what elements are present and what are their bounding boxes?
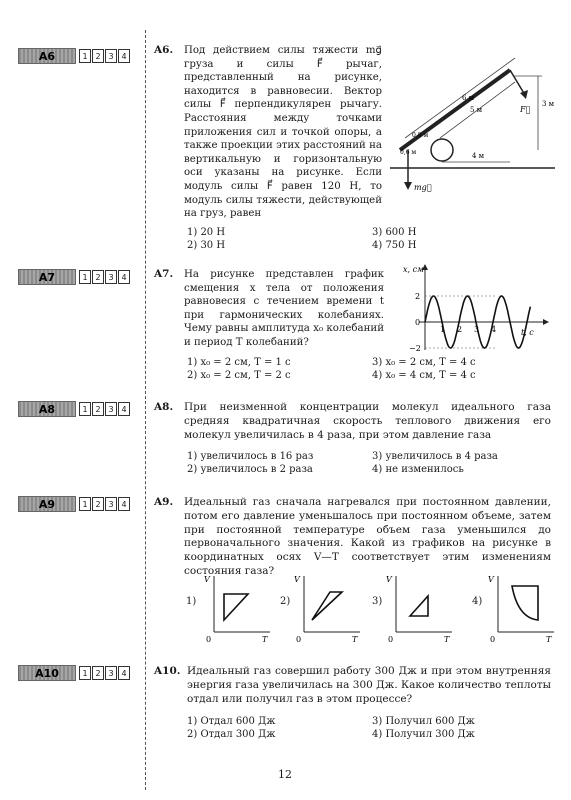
answer-option: 2) 30 Н bbox=[187, 240, 226, 251]
lever-figure bbox=[390, 40, 560, 200]
question-id: A7 bbox=[18, 269, 76, 285]
figure-label: 3 м bbox=[542, 100, 555, 108]
answer-box-1[interactable]: 1 bbox=[79, 666, 91, 680]
question-number-a8: A8. bbox=[154, 401, 174, 413]
process-path bbox=[410, 596, 428, 616]
origin-label: 0 bbox=[388, 635, 394, 644]
weight-label: mg⃗ bbox=[414, 183, 432, 192]
question-id: A10 bbox=[18, 665, 76, 681]
answer-box-1[interactable]: 1 bbox=[79, 49, 91, 63]
answer-boxes[interactable] bbox=[78, 402, 130, 416]
page-number: 12 bbox=[278, 768, 292, 781]
question-text-a10: Идеальный газ совершил работу 300 Дж и при этом внутренняя энергия газа увеличилась на 300 Дж. Какое количество теплоты отдал или получил газ в этом процессе? bbox=[187, 665, 551, 705]
origin-label: 0 bbox=[206, 635, 212, 644]
weight-arrow-head bbox=[404, 182, 412, 190]
answer-box-4[interactable]: 4 bbox=[118, 270, 130, 284]
answer-box-4[interactable]: 4 bbox=[118, 497, 130, 511]
answer-option: 3) увеличилось в 4 раза bbox=[372, 451, 498, 462]
question-text-a9: Идеальный газ сначала нагревался при постоянном давлении, потом его давление уменьшалось при постоянном объеме, затем при постоянной температуре объем газа уменьшился до первоначального значения. Какой из графиков на рисунке в координатных осях V—T соответствует этим изменениям состояния газа? bbox=[184, 496, 551, 577]
answer-option: 4) Получил 300 Дж bbox=[372, 729, 475, 740]
answer-box-4[interactable]: 4 bbox=[118, 666, 130, 680]
x-tick: 2 bbox=[457, 325, 463, 334]
x-tick: 1 bbox=[440, 325, 446, 334]
question-number-a7: A7. bbox=[154, 268, 174, 280]
answer-boxes[interactable] bbox=[78, 49, 130, 63]
answer-option: 4) не изменилось bbox=[372, 464, 464, 475]
answer-option: 2) Отдал 300 Дж bbox=[187, 729, 276, 740]
answer-box-3[interactable]: 3 bbox=[105, 666, 117, 680]
answer-option: 2) увеличилось в 2 раза bbox=[187, 464, 313, 475]
answer-box-1[interactable]: 1 bbox=[79, 270, 91, 284]
force-arrow bbox=[510, 70, 525, 95]
question-text-a7: На рисунке представлен график смещения x тела от положения равновесия с течением времени t при гармонических колебаниях. Чему равны амплитуда x₀ колебаний и период T колебаний? bbox=[184, 269, 384, 348]
figure-label: 6 м bbox=[462, 94, 475, 102]
vt-graph-3 bbox=[384, 572, 454, 644]
answer-box-1[interactable]: 1 bbox=[79, 402, 91, 416]
origin-label: 0 bbox=[490, 635, 496, 644]
answer-box-1[interactable]: 1 bbox=[79, 497, 91, 511]
pivot bbox=[431, 139, 453, 161]
graph-option-label: 2) bbox=[280, 596, 291, 607]
answer-box-3[interactable]: 3 bbox=[105, 402, 117, 416]
answer-option: 4) 750 Н bbox=[372, 240, 417, 251]
t-label: T bbox=[262, 635, 268, 644]
v-label: V bbox=[204, 575, 210, 584]
process-path bbox=[312, 592, 342, 620]
answer-box-4[interactable]: 4 bbox=[118, 49, 130, 63]
question-number-a6: A6. bbox=[154, 44, 174, 56]
question-text-a6: Под действием силы тяжести mg⃗ груза и силы F⃗ рычаг, представленный на рисунке, находится в равновесии. Вектор силы F⃗ перпендикулярен рычагу. Расстояния между точками приложения сил и точкой опоры, а также проекции этих расстояний на вертикальную и горизонтальную оси указаны на рисунке. Если модуль силы F⃗ равен 120 Н, то модуль силы тяжести, действующей на груз, равен bbox=[184, 45, 382, 220]
t-label: T bbox=[444, 635, 450, 644]
answer-option: 1) Отдал 600 Дж bbox=[187, 716, 276, 727]
vt-graphs bbox=[180, 572, 560, 646]
question-label-a9 bbox=[18, 497, 130, 511]
graph-option-label: 3) bbox=[372, 596, 383, 607]
force-arrow-head bbox=[520, 90, 528, 99]
vt-graph-2 bbox=[292, 572, 362, 644]
graph-option-label: 1) bbox=[186, 596, 197, 607]
v-label: V bbox=[488, 575, 494, 584]
t-label: T bbox=[352, 635, 358, 644]
x-tick: 3 bbox=[474, 325, 480, 334]
y-tick: 0 bbox=[415, 318, 421, 327]
graph-option-label: 4) bbox=[472, 596, 483, 607]
answer-boxes[interactable] bbox=[78, 666, 130, 680]
answer-box-3[interactable]: 3 bbox=[105, 49, 117, 63]
answer-box-2[interactable]: 2 bbox=[92, 666, 104, 680]
x-axis-label: t, с bbox=[521, 328, 534, 337]
question-label-a10 bbox=[18, 666, 130, 680]
answer-option: 1) 20 Н bbox=[187, 227, 226, 238]
x-axis-arrow bbox=[543, 319, 549, 325]
question-id: A9 bbox=[18, 496, 76, 512]
vt-graph-1 bbox=[202, 572, 272, 644]
answer-option: 3) Получил 600 Дж bbox=[372, 716, 475, 727]
margin-divider bbox=[145, 30, 146, 790]
answer-boxes[interactable] bbox=[78, 497, 130, 511]
question-id: A8 bbox=[18, 401, 76, 417]
figure-label: 5 м bbox=[470, 106, 483, 114]
question-number-a9: A9. bbox=[154, 496, 174, 508]
answer-option: 3) x₀ = 2 см, T = 4 с bbox=[372, 357, 476, 368]
answer-box-3[interactable]: 3 bbox=[105, 497, 117, 511]
y-tick: 2 bbox=[415, 292, 421, 301]
figure-label: 0,6 м bbox=[400, 149, 417, 156]
answer-option: 4) x₀ = 4 см, T = 4 с bbox=[372, 370, 476, 381]
answer-option: 3) 600 Н bbox=[372, 227, 417, 238]
dimension-line bbox=[405, 58, 515, 138]
answer-box-2[interactable]: 2 bbox=[92, 49, 104, 63]
question-number-a10: A10. bbox=[154, 665, 181, 677]
question-label-a6 bbox=[18, 49, 130, 63]
question-id: A6 bbox=[18, 48, 76, 64]
oscillation-graph bbox=[395, 262, 555, 354]
force-label: F⃗ bbox=[520, 105, 531, 114]
figure-label: 0,8 м bbox=[412, 132, 429, 139]
question-label-a8 bbox=[18, 402, 130, 416]
origin-label: 0 bbox=[296, 635, 302, 644]
process-path bbox=[224, 594, 248, 620]
answer-boxes[interactable] bbox=[78, 270, 130, 284]
v-label: V bbox=[294, 575, 300, 584]
v-label: V bbox=[386, 575, 392, 584]
x-tick: 4 bbox=[491, 325, 497, 334]
question-label-a7 bbox=[18, 270, 130, 284]
t-label: T bbox=[546, 635, 552, 644]
answer-box-2[interactable]: 2 bbox=[92, 497, 104, 511]
answer-box-2[interactable]: 2 bbox=[92, 270, 104, 284]
process-path bbox=[512, 586, 538, 620]
answer-box-3[interactable]: 3 bbox=[105, 270, 117, 284]
figure-label: 4 м bbox=[472, 152, 485, 160]
y-axis-label: x, см bbox=[403, 265, 424, 274]
answer-box-2[interactable]: 2 bbox=[92, 402, 104, 416]
answer-option: 1) x₀ = 2 см, T = 1 с bbox=[187, 357, 291, 368]
y-tick: −2 bbox=[409, 344, 421, 353]
answer-option: 2) x₀ = 2 см, T = 2 с bbox=[187, 370, 291, 381]
question-text-a8: При неизменной концентрации молекул идеального газа средняя квадратичная скорость теплового движения его молекул увеличилась в 4 раза, при этом давление газа bbox=[184, 401, 551, 441]
vt-graph-4 bbox=[486, 572, 556, 644]
answer-box-4[interactable]: 4 bbox=[118, 402, 130, 416]
answer-option: 1) увеличилось в 16 раз bbox=[187, 451, 314, 462]
